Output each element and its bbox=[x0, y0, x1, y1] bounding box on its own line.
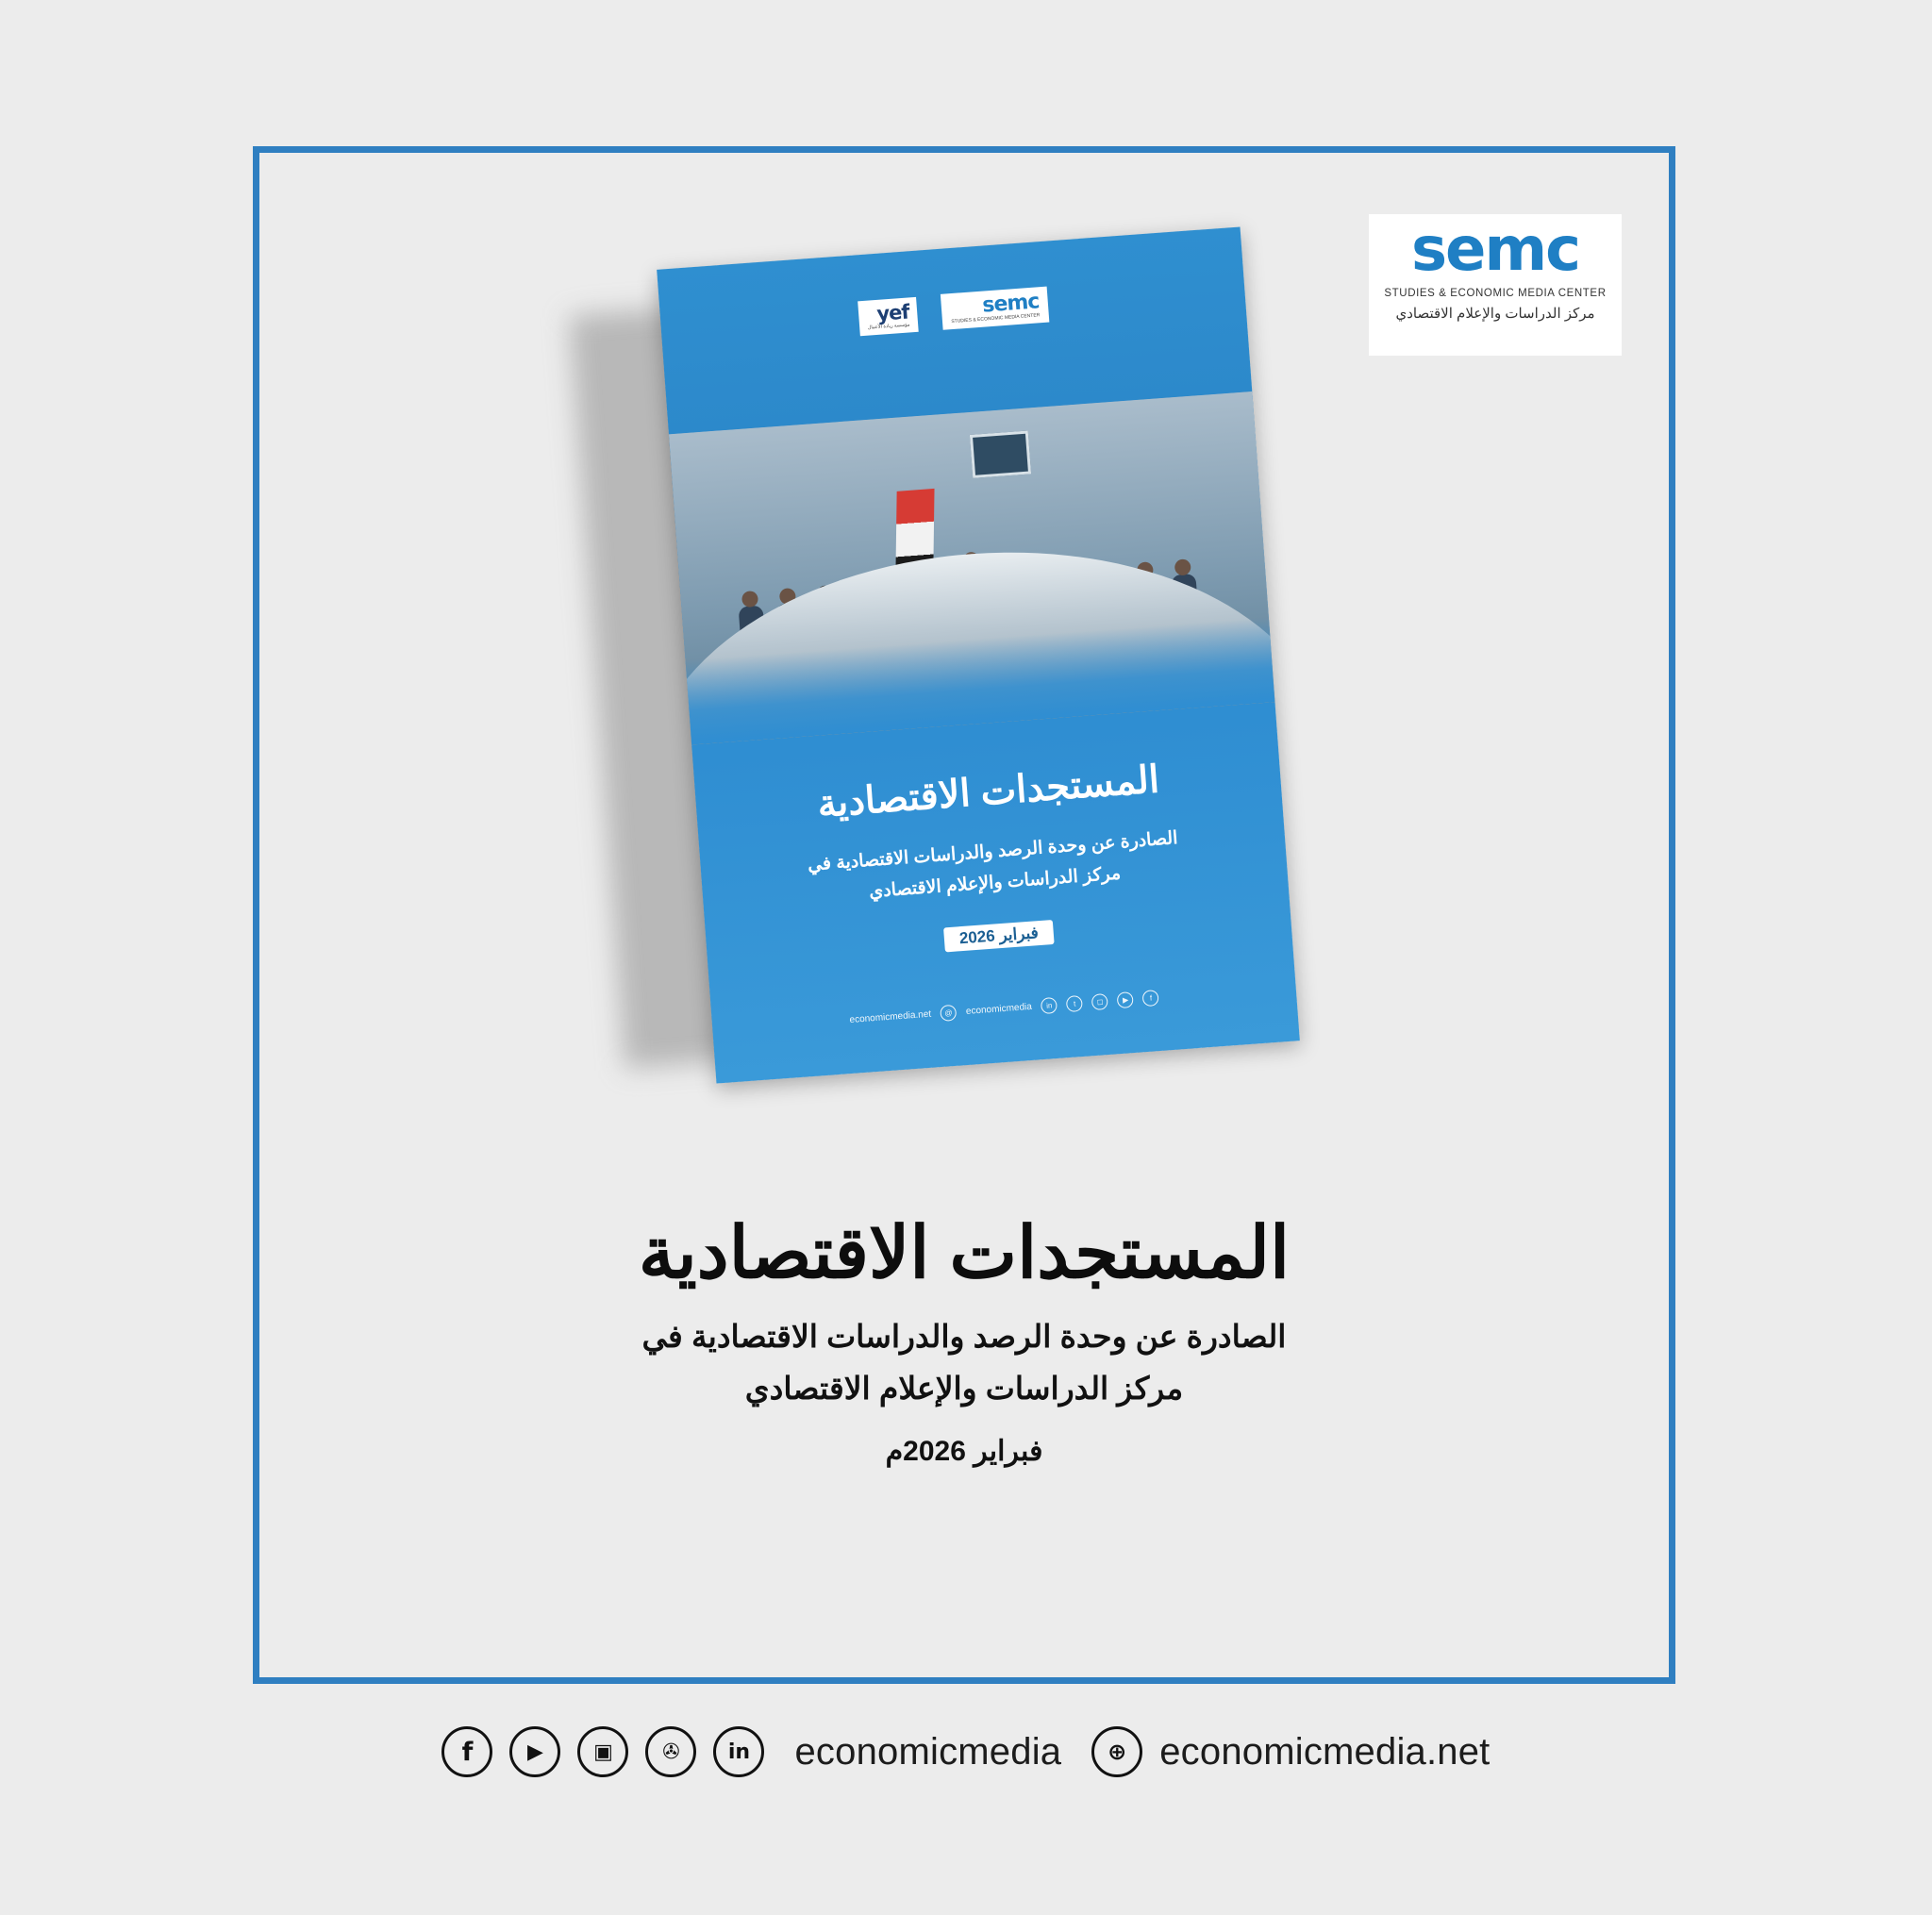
semc-logo bbox=[1369, 214, 1622, 356]
cover-semc-sub: STUDIES & ECONOMIC MEDIA CENTER bbox=[951, 312, 1041, 325]
cover-page bbox=[657, 226, 1300, 1083]
cover-youtube-icon: ▶ bbox=[1117, 991, 1134, 1008]
semc-logo-english-name: STUDIES & ECONOMIC MEDIA CENTER bbox=[1384, 288, 1607, 299]
facebook-icon[interactable]: f bbox=[441, 1726, 492, 1777]
twitter-icon[interactable]: ✇ bbox=[645, 1726, 696, 1777]
cover-facebook-icon: f bbox=[1142, 990, 1159, 1007]
social-bar bbox=[0, 1726, 1932, 1777]
cover-linkedin-icon: in bbox=[1041, 997, 1058, 1014]
youtube-icon[interactable]: ▶ bbox=[509, 1726, 560, 1777]
page-title: المستجدات الاقتصادية bbox=[638, 1213, 1291, 1293]
poster-frame bbox=[253, 146, 1675, 1684]
cover-instagram-icon: ◻ bbox=[1091, 993, 1108, 1010]
semc-logo-arabic-name: مركز الدراسات والإعلام الاقتصادي bbox=[1395, 306, 1595, 322]
cover-yef-logo bbox=[858, 296, 919, 336]
cover-subtitle bbox=[700, 815, 1288, 921]
cover-globe-icon: @ bbox=[940, 1005, 957, 1022]
cover-subtitle-line-2: مركز الدراسات والإعلام الاقتصادي bbox=[868, 863, 1122, 903]
cover-semc-mark: semc bbox=[981, 290, 1041, 318]
cover-subtitle-line-1: الصادرة عن وحدة الرصد والدراسات الاقتصادية في bbox=[807, 828, 1179, 875]
cover-title: المستجدات الاقتصادية bbox=[815, 758, 1161, 825]
cover-footer bbox=[712, 979, 1297, 1038]
cover-footer-site: economicmedia.net bbox=[849, 1008, 932, 1026]
cover-twitter-icon: t bbox=[1066, 995, 1083, 1012]
cover-logo-row bbox=[660, 272, 1246, 350]
page-subtitle-line-2: مركز الدراسات والإعلام الاقتصادي bbox=[744, 1370, 1184, 1406]
page-date: فبراير 2026م bbox=[885, 1435, 1043, 1467]
cover-semc-logo bbox=[941, 287, 1049, 330]
cover-date-badge: فبراير 2026 bbox=[943, 920, 1055, 952]
instagram-icon[interactable]: ▣ bbox=[577, 1726, 628, 1777]
page-subtitle-line-1: الصادرة عن وحدة الرصد والدراسات الاقتصادية في bbox=[641, 1318, 1287, 1354]
cover-yef-mark: yef bbox=[875, 299, 910, 325]
globe-icon[interactable]: ⊕ bbox=[1091, 1726, 1142, 1777]
caption-block bbox=[259, 1214, 1669, 1468]
photo-screen bbox=[970, 431, 1031, 478]
semc-logo-mark: semc bbox=[1410, 215, 1580, 285]
cover-footer-handle: economicmedia bbox=[965, 1001, 1033, 1017]
social-handle: economicmedia bbox=[794, 1730, 1062, 1773]
report-cover-image bbox=[577, 209, 1351, 1153]
cover-yef-sub: مؤسسة ريادة الأعمال bbox=[867, 321, 910, 331]
linkedin-icon[interactable]: in bbox=[713, 1726, 764, 1777]
website-url[interactable]: economicmedia.net bbox=[1159, 1730, 1491, 1773]
cover-photo-meeting bbox=[669, 391, 1275, 745]
